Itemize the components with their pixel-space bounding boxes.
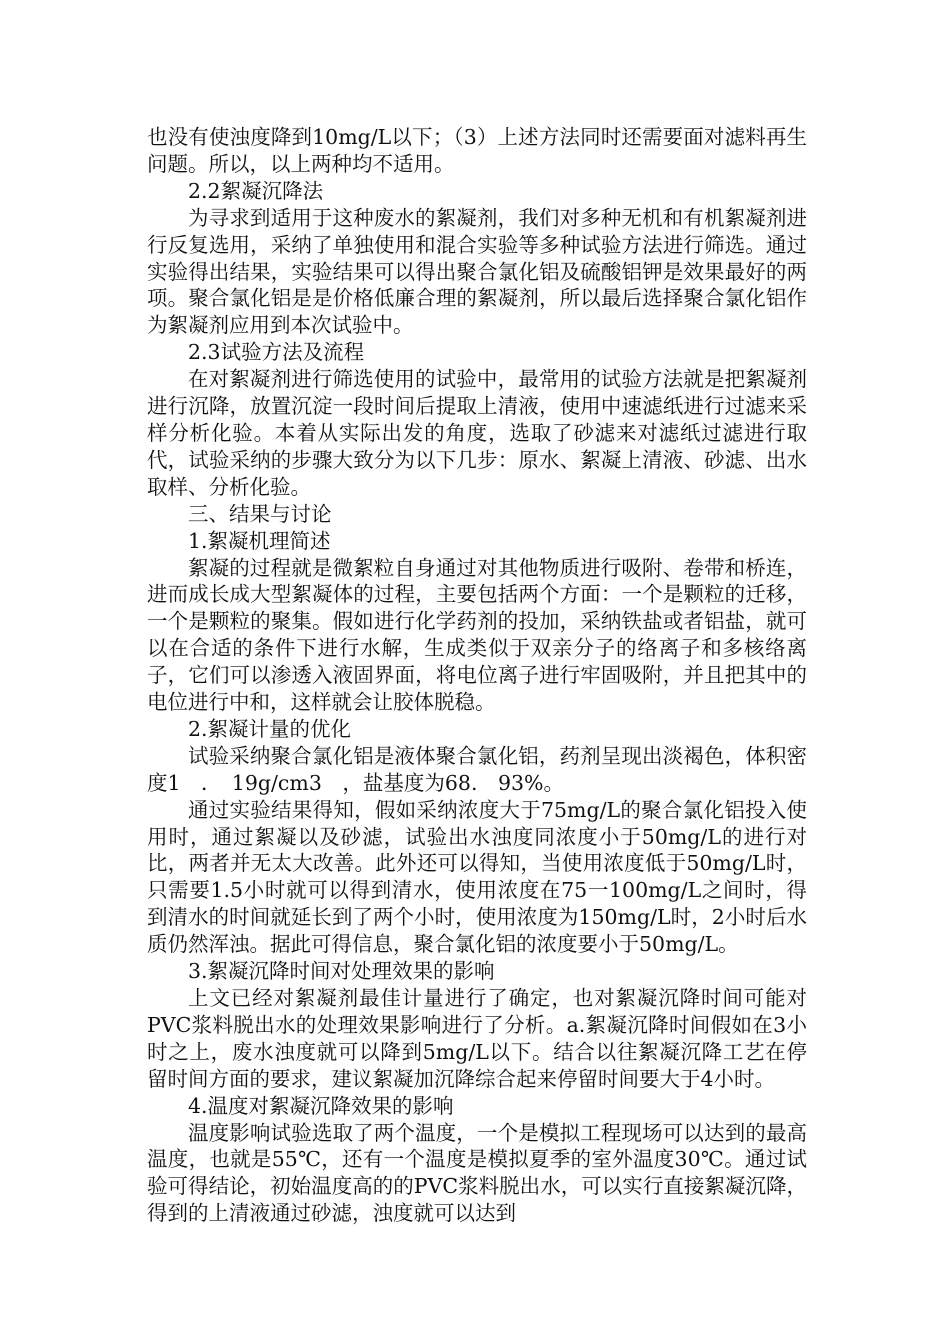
paragraph-temperature-effect: 温度影响试验选取了两个温度，一个是模拟工程现场可以达到的最高温度，也就是55℃，还有一个温度是模拟夏季的室外温度30℃。通过试验可得结论，初始温度高的的PVC浆料脱出水，可以实行直接絮凝沉降，得到的上清液通过砂滤，浊度就可以达到: [147, 1120, 807, 1226]
section-heading-2-2: 2.2絮凝沉降法: [188, 178, 324, 203]
section-heading-results: 三、结果与讨论: [188, 501, 332, 526]
section-heading-2-3: 2.3试验方法及流程: [188, 340, 365, 365]
subsection-heading-3: 3.絮凝沉降时间对处理效果的影响: [188, 959, 495, 984]
paragraph-flocculant-selection: 为寻求到适用于这种废水的絮凝剂，我们对多种无机和有机絮凝剂进行反复选用，采纳了单独使用和混合实验等多种试验方法进行筛选。通过实验得出结果，实验结果可以得出聚合氯化铝及硫酸铝钾是效果最好的两项。聚合氯化铝是是价格低廉合理的絮凝剂，所以最后选择聚合氯化铝作为絮凝剂应用到本次试验中。: [147, 205, 807, 338]
paragraph-flocculation-mechanism: 絮凝的过程就是微絮粒自身通过对其他物质进行吸附、卷带和桥连，进而成长成大型絮凝体的过程，主要包括两个方面：一个是颗粒的迁移，一个是颗粒的聚集。假如进行化学药剂的投加，采纳铁盐或者铝盐，就可以在合适的条件下进行水解，生成类似于双亲分子的络离子和多核络离子，它们可以渗透入液固界面，将电位离子进行牢固吸附，并且把其中的电位进行中和，这样就会让胶体脱稳。: [147, 555, 807, 715]
paragraph-reagent-properties: 试验采纳聚合氯化铝是液体聚合氯化铝，药剂呈现出淡褐色，体积密度1 ． 19g/cm3 ，盐基度为68. 93%。: [147, 743, 807, 795]
paragraph-dosage-results: 通过实验结果得知，假如采纳浓度大于75mg/L的聚合氯化铝投入使用时，通过絮凝以及砂滤，试验出水浊度同浓度小于50mg/L的进行对比，两者并无太大改善。此外还可以得知，当使用浓度低于50mg/L时，只需要1.5小时就可以得到清水，使用浓度在75一100mg/L之间时，得到清水的时间就延长到了两个小时，使用浓度为150mg/L时，2小时后水质仍然浑浊。据此可得信息，聚合氯化铝的浓度要小于50mg/L。: [147, 797, 807, 957]
paragraph-settling-time: 上文已经对絮凝剂最佳计量进行了确定，也对絮凝沉降时间可能对PVC浆料脱出水的处理效果影响进行了分析。a.絮凝沉降时间假如在3小时之上，废水浊度就可以降到5mg/L以下。结合以往絮凝沉降工艺在停留时间方面的要求，建议絮凝加沉降综合起来停留时间要大于4小时。: [147, 986, 807, 1091]
subsection-heading-4: 4.温度对絮凝沉降效果的影响: [188, 1093, 454, 1118]
document-body: [147, 124, 807, 1227]
paragraph-test-method: 在对絮凝剂进行筛选使用的试验中，最常用的试验方法就是把絮凝剂进行沉降，放置沉淀一段时间后提取上清液，使用中速滤纸进行过滤来采样分析化验。本着从实际出发的角度，选取了砂滤来对滤纸过滤进行取代，试验采纳的步骤大致分为以下几步：原水、絮凝上清液、砂滤、出水取样、分析化验。: [147, 367, 807, 499]
subsection-heading-2: 2.絮凝计量的优化: [188, 716, 352, 741]
paragraph-continuation: 也没有使浊度降到10mg/L以下；（3）上述方法同时还需要面对滤料再生问题。所以，以上两种均不适用。: [147, 125, 807, 176]
subsection-heading-1: 1.絮凝机理简述: [188, 528, 331, 553]
